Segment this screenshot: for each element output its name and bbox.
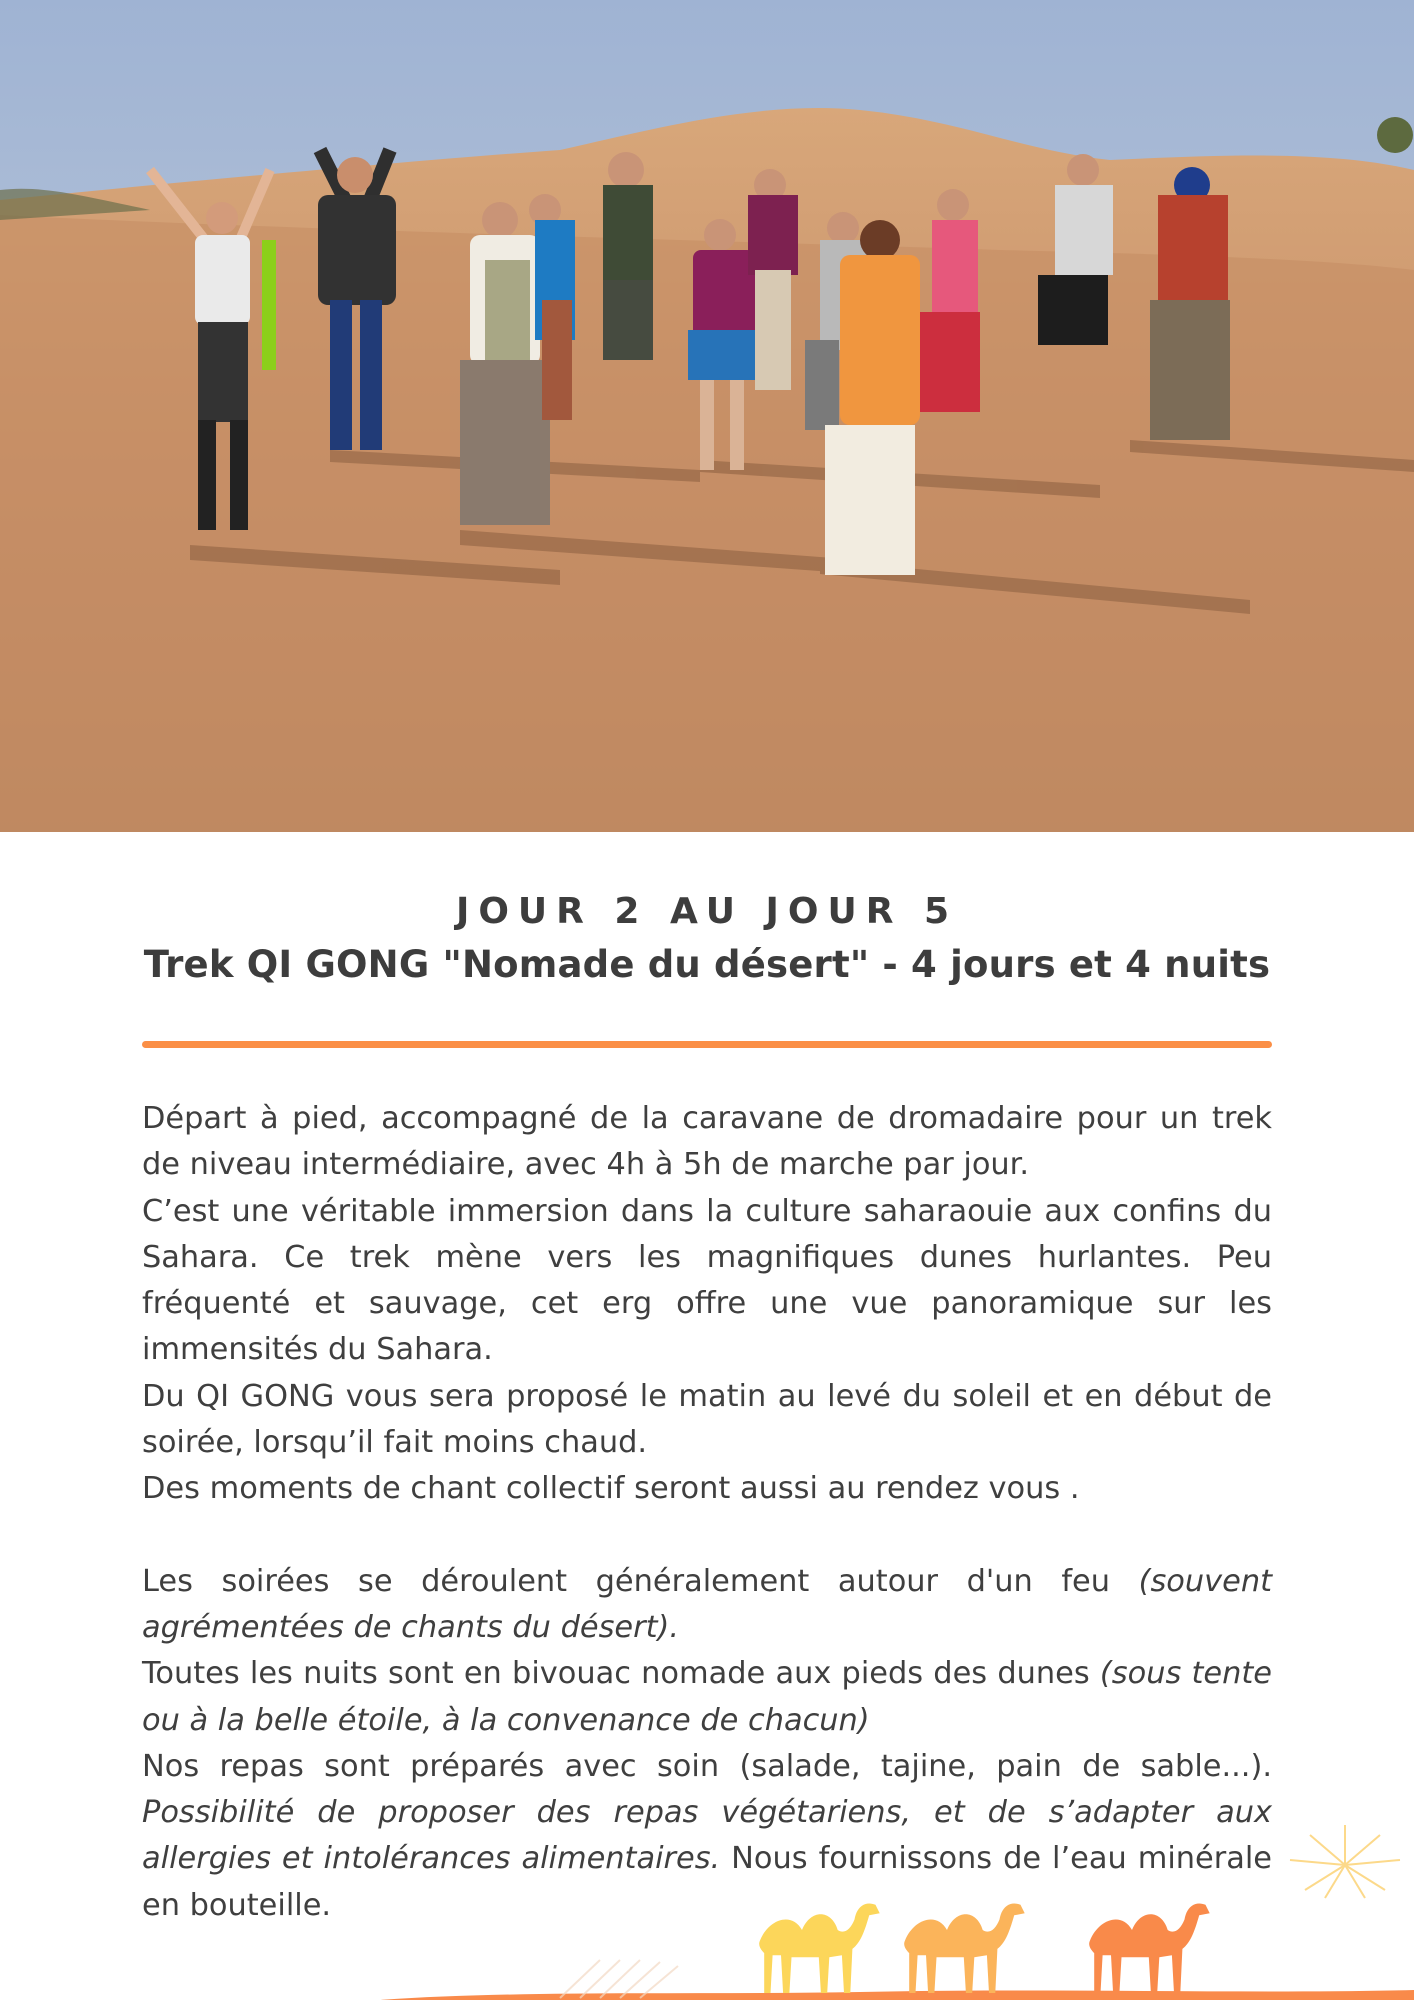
trek-title: Trek QI GONG "Nomade du désert" - 4 jours et 4 nuits xyxy=(143,943,1271,986)
meals-tail: Nous fournissons de l’eau minérale en bouteille. xyxy=(142,1841,1272,1923)
paragraph-immersion: C’est une véritable immersion dans la culture saharaouie aux confins du Sahara. Ce trek mène vers les magnifiques dunes hurlantes. Peu fréquenté et sauvage, cet erg offre une vue panoramique sur les immensités du Sahara. xyxy=(142,1193,1272,1368)
sun-icon xyxy=(1290,1825,1400,1898)
day-range-heading: JOUR 2 AU JOUR 5 xyxy=(455,891,959,932)
paragraph-chant: Des moments de chant collectif seront aussi au rendez vous . xyxy=(142,1471,1080,1507)
paragraph-bivouac xyxy=(142,1651,1272,1744)
paragraph-departure: Départ à pied, accompagné de la caravane de dromadaire pour un trek de niveau intermédiaire, avec 4h à 5h de marche par jour. xyxy=(142,1101,1272,1183)
hero-photo xyxy=(0,0,1414,832)
paragraph-spacer xyxy=(142,1513,1272,1559)
camel-icon xyxy=(1089,1904,1210,1993)
evenings-text: Les soirées se déroulent généralement autour d'un feu xyxy=(142,1563,1139,1599)
camel-icon xyxy=(904,1904,1025,1993)
footer-decoration xyxy=(0,1820,1414,2000)
meals-text: Nos repas sont préparés avec soin (salade, tajine, pain de sable...). xyxy=(142,1748,1272,1784)
bivouac-note: (sous tente ou à la belle étoile, à la convenance de chacun) xyxy=(142,1656,1272,1738)
section-header xyxy=(0,888,1414,994)
evenings-note: (souvent agrémentées de chants du désert). xyxy=(142,1563,1272,1645)
accent-divider xyxy=(142,1041,1272,1048)
paragraph-qigong: Du QI GONG vous sera proposé le matin au levé du soleil et en début de soirée, lorsqu’il fait moins chaud. xyxy=(142,1378,1272,1461)
bivouac-text: Toutes les nuits sont en bivouac nomade aux pieds des dunes xyxy=(142,1656,1100,1692)
description-text xyxy=(142,1096,1272,1929)
camel-icon xyxy=(759,1904,880,1993)
meals-note: Possibilité de proposer des repas végétariens, et de s’adapter aux allergies et intolérances alimentaires. xyxy=(142,1795,1272,1877)
paragraph-evenings xyxy=(142,1559,1272,1652)
